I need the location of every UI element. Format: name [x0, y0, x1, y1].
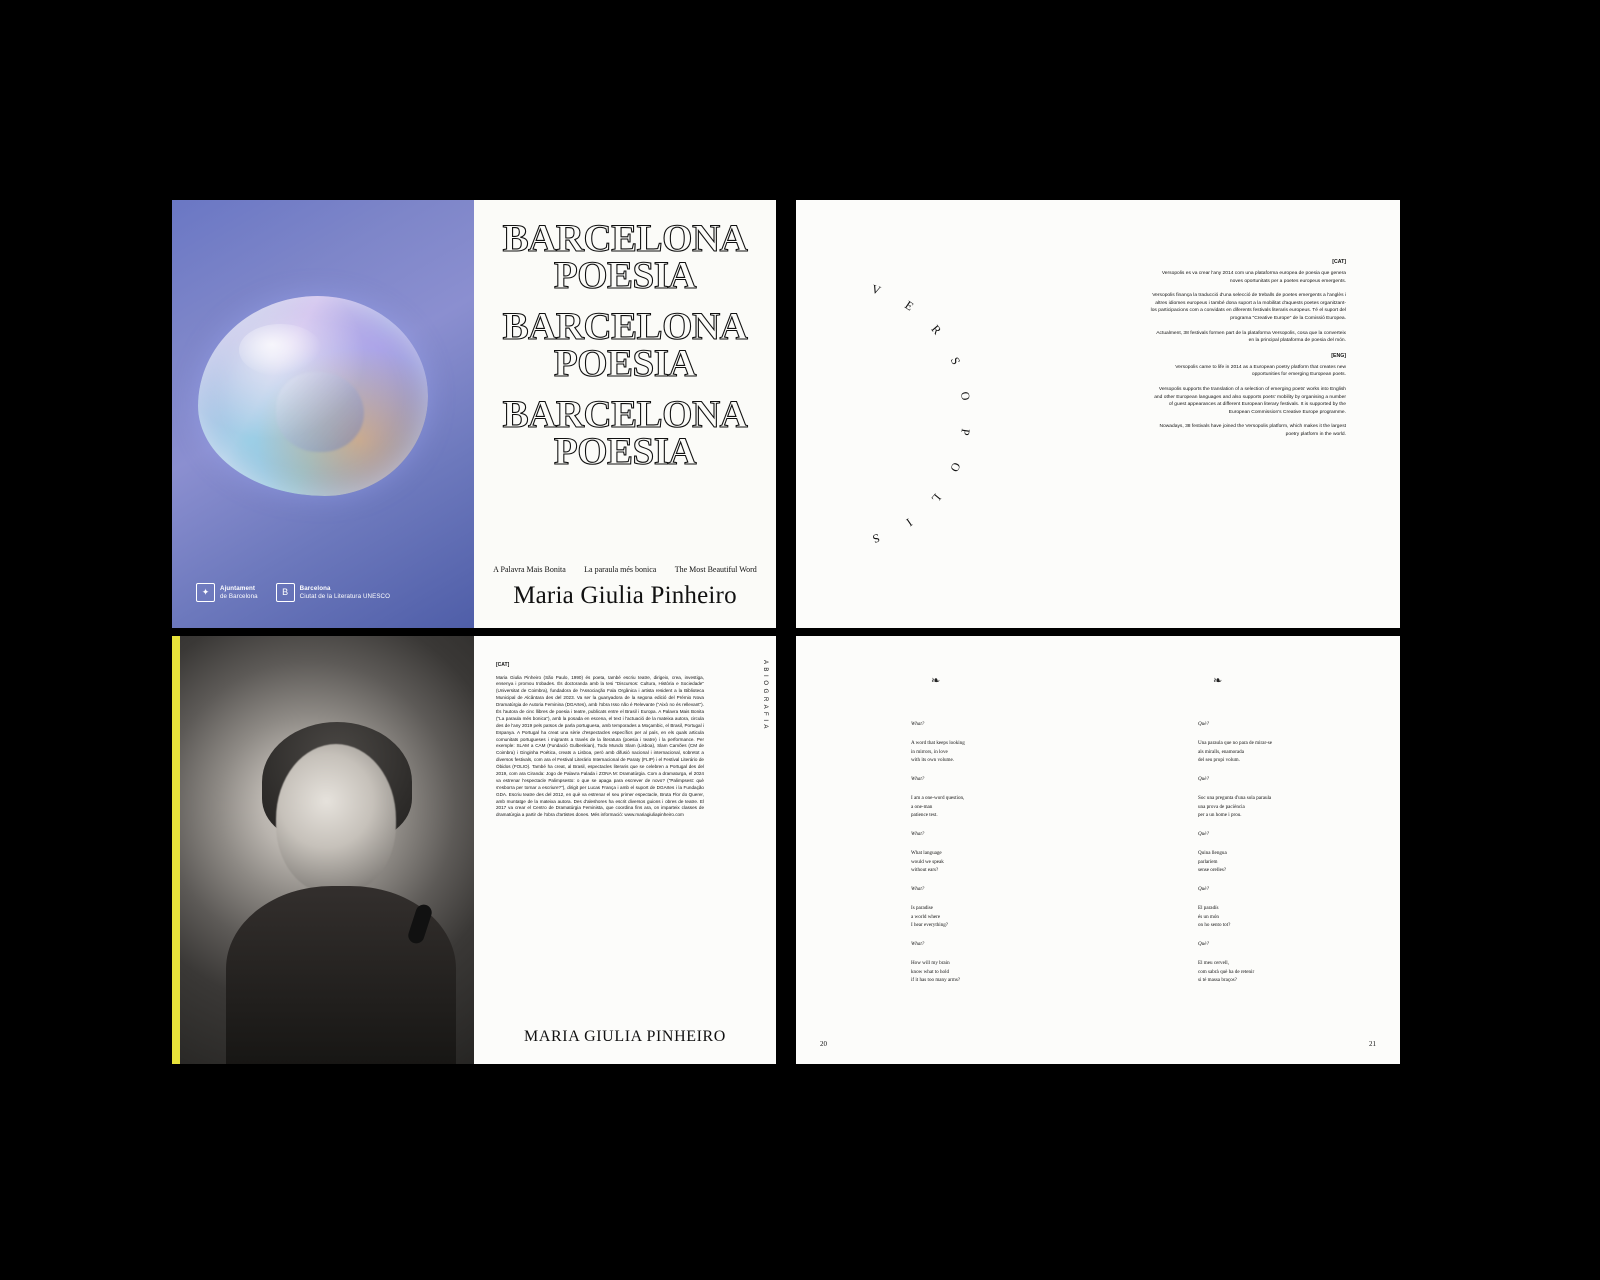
- title-block-1: [474, 217, 776, 298]
- poem-stanza: [1198, 775, 1378, 783]
- language-tag-cat: [CAT]: [1332, 259, 1346, 265]
- poem-line: parlaríem: [1198, 858, 1218, 865]
- book-spread-poem: [796, 636, 1400, 1064]
- biography-author-name: MARIA GIULIA PINHEIRO: [524, 1028, 726, 1045]
- side-vertical-label: [762, 660, 768, 729]
- arc-letter: L: [928, 490, 944, 506]
- page-number-left: 20: [820, 1040, 827, 1048]
- cover-subtitles: [474, 565, 776, 574]
- unesco-label: [300, 585, 390, 601]
- title-line: POESIA: [553, 430, 697, 474]
- arc-letter: E: [902, 297, 916, 314]
- poem-line: com sabrà què ha de retenir: [1198, 968, 1255, 975]
- poem-stanza: [1198, 794, 1378, 819]
- poem-stanza: [911, 959, 1071, 984]
- versopolis-text-column: [1150, 258, 1346, 446]
- versopolis-text-page: [1098, 200, 1400, 628]
- poem-stanza: [911, 830, 1071, 838]
- poem-line: patience test.: [911, 811, 938, 818]
- poem-line: Is paradise: [911, 905, 933, 912]
- ornament-icon: ❧: [931, 675, 941, 687]
- poem-line: What language: [911, 850, 942, 857]
- poem-stanza: [911, 775, 1071, 783]
- arc-letter: O: [957, 390, 973, 402]
- poem-stanza: [911, 940, 1071, 948]
- cat-paragraph: Versopolis finança la traducció d'una selecció de treballs de poetes emergents a l'anglès i altres idiomes europeus i també dona suport a la mobilitat d'aquests poetes organitzant-los participacions com a convidats en diferents festivals literaris europeus. Té el suport del programa "Creative Europe" de la Comissió Europea.: [1150, 293, 1346, 322]
- logo-row: [196, 583, 390, 602]
- poem-line: on ho sento tot?: [1198, 921, 1231, 928]
- eng-paragraph: Nowadays, 38 festivals have joined the Versopolis platform, which makes it the largest poetry platform in the world.: [1159, 424, 1346, 438]
- subtitle-en: The Most Beautiful Word: [674, 565, 757, 574]
- poem-stanza: [1198, 904, 1378, 929]
- poem-line: What?: [911, 941, 925, 947]
- poem-line: als miralls, enamorada: [1198, 748, 1244, 755]
- biography-body-text: Maria Giulia Pinheiro (São Paulo, 1990) és poeta, també escriu teatre, dirigeix, crea, investiga, ensenya i promou trobades. És doctoranda amb la tesi "Discursos: Cultura, Història e Sociedade" (Universitat de Coimbra), fundadora de l'Associação Fala Orgânica i artista resident a la Biblioteca Municipal de Alcântara des del 2023. Va ser la guanyadora de la segona edició del Prémio Nova Dramatúrgia de Autoria Feminina (DGArtes), amb l'obra Isso não é Relevante ("Això no és rellevant"). És l'autora de cinc llibres de poesia i teatre, publicats entre el Brasil i Europa. A Palavra Mais Bonita ("La paraula més bonica"), amb la posada en escena, el text i l'actuació de la mateixa autora, circula des de l'any 2019 pels països de parla portuguesa, amb temporades a Moçambic, el Brasil, Portugal i Espanya. A Portugal ha creat una sèrie d'espectacles específics per al país, en els quals articula comunitats portugueses i migrants a través de la literatura (poesia i teatre) i la performance. Per exemple: SLAM a CAM (Fundació Gulbenkian), Todo Mundo Slam (Lisboa), Slam Camões (CM de Coimbra) i Ginginha Poética, creats a Lisboa, però amb difusió nacional i internacional, sobretot a diversos festivals, com ara el Festival Literário Internacional de Paraty (FLIP) i el Festival Literário de Óbidos (FOLIO). També ha creat, al Brasil, espectacles literaris que se celebren a Portugal des del 2019, com ara Ciranda: Jogo de Palavra Falada i ZONA M: Dramatúrgia. Com a dramaturga, el 2024 va estrenar l'espectacle Palimpsesto: o que se apaga para escrever de novo? ("Palimpsest: què s'esborra per tornar a escriure?"), dirigit per Lucas França i amb el suport de DGArtes i la Fundação GDA. Escriu teatre des del 2012, en què va estrenar el seu primer espectacle, Bruta Flor do Querer, amb muntatge de la mateixa autora. Des d'aleshores ha escrit diversos guions i obres de teatre. El 2017 va crear el Centro de Dramatúrgia Feminista, que coordina fins ara, on imparteix classes de dramatúrgia a partir de l'obra d'artistes dones. Més informació: www.mariagiuliapinheiro.com: [496, 674, 704, 818]
- arc-letter: R: [928, 322, 944, 338]
- poem-line: del seu propi volum.: [1198, 756, 1240, 763]
- poem-stanza: [1198, 849, 1378, 874]
- poem-line: What?: [911, 831, 925, 837]
- poem-stanza: [911, 885, 1071, 893]
- cover-title-stack: [474, 217, 776, 484]
- poem-line: Què?: [1198, 886, 1210, 892]
- poem-page-english: [796, 636, 1098, 1064]
- poem-text-catalan: [1198, 720, 1378, 995]
- title-block-2: [474, 305, 776, 386]
- poem-text-english: [911, 720, 1071, 995]
- poem-line: know what to hold: [911, 968, 950, 975]
- poem-line: I hear everything?: [911, 921, 949, 928]
- logo-line-1: Ajuntament: [220, 584, 256, 592]
- poem-line: in mirrors, in love: [911, 748, 948, 755]
- side-label-text: A B I O G R A F I A: [762, 660, 768, 730]
- ajuntament-label: [220, 585, 258, 601]
- arc-letter: P: [957, 427, 973, 437]
- poem-line: si té massa braços?: [1198, 976, 1237, 983]
- poem-stanza: [1198, 720, 1378, 728]
- arc-letter: I: [903, 515, 915, 530]
- cat-paragraph: Actualment, 38 festivals formen part de la plataforma Versopolis, cosa que la converteix en la principal plataforma de poesia del món.: [1156, 330, 1346, 344]
- portrait-page: [172, 636, 474, 1064]
- poem-line: El meu cervell,: [1198, 960, 1229, 967]
- yellow-page-edge: [172, 636, 180, 1064]
- language-tag-cat: [CAT]: [496, 662, 510, 668]
- poem-line: Què?: [1198, 776, 1210, 782]
- poem-line: How will my brain: [911, 960, 950, 967]
- cover-author-name: Maria Giulia Pinheiro: [513, 582, 737, 609]
- poet-portrait-photo: [180, 636, 474, 1064]
- poem-stanza: [1198, 885, 1378, 893]
- page-number-right: 21: [1369, 1040, 1376, 1048]
- logo-ajuntament: [196, 583, 258, 602]
- title-line: BARCELONA: [502, 305, 748, 349]
- versopolis-arc-page: [796, 200, 1098, 628]
- poem-line: Soc una pregunta d'una sola paraula: [1198, 795, 1272, 802]
- poem-line: Què?: [1198, 941, 1210, 947]
- poem-line: I am a one-word question,: [911, 795, 965, 802]
- arc-letter: V: [870, 281, 883, 298]
- poem-line: a world where: [911, 913, 941, 920]
- book-spread-biography: [172, 636, 776, 1064]
- poem-line: would we speak: [911, 858, 944, 865]
- arc-letter: S: [870, 530, 882, 546]
- biography-text-page: [474, 636, 776, 1064]
- eng-paragraph: Versopolis supports the translation of a selection of emerging poets' works into English and other European languages and also supports poets' mobility by organising a number of guest appearances at different European literary festivals. It is supported by the European Commission's Creative Europe programme.: [1154, 387, 1346, 415]
- title-line: BARCELONA: [502, 217, 748, 260]
- poem-stanza: [911, 739, 1071, 764]
- logo-line-2: Ciutat de la Literatura: [299, 592, 362, 600]
- arc-letter: S: [947, 355, 963, 367]
- subtitle-ca: La paraula més bonica: [584, 565, 657, 574]
- poem-stanza: [1198, 830, 1378, 838]
- logo-line-1: Barcelona: [299, 584, 331, 592]
- poem-stanza: [911, 904, 1071, 929]
- portrait-face: [276, 744, 396, 894]
- poem-stanza: [911, 794, 1071, 819]
- poem-line: What?: [911, 776, 925, 782]
- cover-back-image-page: [172, 200, 474, 628]
- poem-line: sense orelles?: [1198, 866, 1227, 873]
- barcelona-b-icon: B: [276, 583, 295, 602]
- title-line: POESIA: [553, 342, 697, 386]
- poem-stanza: [911, 849, 1071, 874]
- poem-line: per a un home i prou.: [1198, 811, 1242, 818]
- poem-line: with its own volume.: [911, 756, 955, 763]
- poem-stanza: [911, 720, 1071, 728]
- biography-column: [496, 662, 704, 819]
- logo-line-3: UNESCO: [362, 592, 391, 600]
- poem-stanza: [1198, 959, 1378, 984]
- arc-letter: O: [947, 460, 964, 474]
- poem-line: El paradís: [1198, 905, 1219, 912]
- poem-line: és un món: [1198, 913, 1219, 920]
- cat-paragraph: Versopolis es va crear l'any 2014 com una plataforma europea de poesia que genera noves oportunitats per a poetes europeus emergents.: [1161, 271, 1346, 284]
- logo-line-2: de Barcelona: [220, 592, 258, 600]
- poem-line: without ears?: [911, 866, 939, 873]
- subtitle-pt: A Palavra Mais Bonita: [493, 565, 566, 574]
- title-line: BARCELONA: [502, 393, 748, 437]
- poem-line: What?: [911, 886, 925, 892]
- poem-line: a one-man: [911, 803, 933, 810]
- versopolis-arc-text: [796, 200, 1098, 628]
- poem-line: What?: [911, 721, 925, 727]
- title-line: POESIA: [553, 254, 697, 298]
- poem-line: Quina llengua: [1198, 850, 1227, 857]
- eng-paragraph: Versopolis came to life in 2014 as a European poetry platform that creates new opportunities for emerging European poets.: [1175, 364, 1346, 378]
- poem-stanza: [1198, 940, 1378, 948]
- book-spread-versopolis: [796, 200, 1400, 628]
- poem-line: A word that keeps looking: [911, 740, 965, 747]
- poem-line: una prova de paciència: [1198, 803, 1245, 810]
- poem-line: Què?: [1198, 721, 1210, 727]
- poem-page-catalan: [1098, 636, 1400, 1064]
- logo-unesco-literature: [276, 583, 390, 602]
- poem-stanza: [1198, 739, 1378, 764]
- cover-front-page: [474, 200, 776, 628]
- ajuntament-mark-icon: ✦: [196, 583, 215, 602]
- book-spread-cover: [172, 200, 776, 628]
- poem-line: Què?: [1198, 831, 1210, 837]
- title-block-3: [474, 393, 776, 474]
- bubble-core: [276, 372, 363, 452]
- ornament-icon: ❧: [1213, 675, 1223, 687]
- poem-line: Una paraula que no para de mirar-se: [1198, 740, 1273, 747]
- language-tag-eng: [ENG]: [1331, 352, 1346, 359]
- poem-line: if it has too many arms?: [911, 976, 961, 983]
- soap-bubble-image: [198, 296, 428, 496]
